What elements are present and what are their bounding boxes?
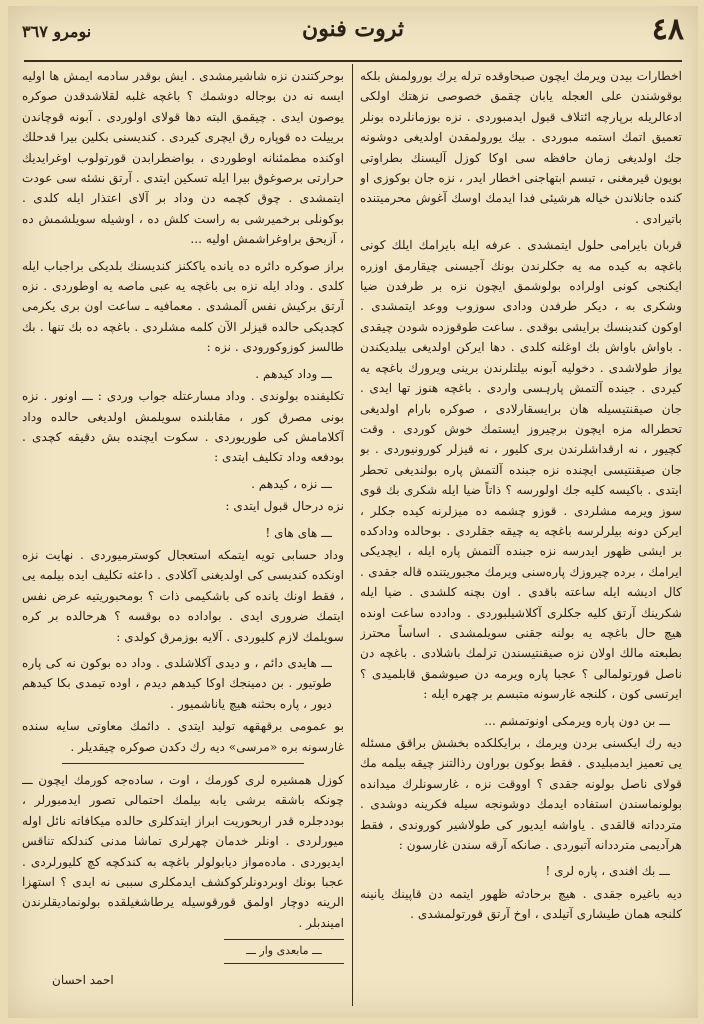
paragraph: نزه درحال قبول ايتدى : [225,499,344,514]
journal-title: ثروت فنون [302,16,404,42]
section-divider [62,763,304,764]
right-column [360,66,682,1000]
left-column [22,66,344,1000]
continued-note: ـــ مابعدى وار ـــ [224,939,344,963]
paragraph: كوزل همشيره لرى كورمك ، اوت ، سادەجه كورمك ايچون ـــ چونكه باشقه برشى يابه بيلمك احتمالى تصور ايدمبورلر ، بوددجلره قدر اربحوريت ابراز ايتدكلرى حالده ميكافاته نائل اوله ميورلردى . اونلر خدمان چهرلرى تماشا مدنى كندلكه تناقس ايديوردى . مادەمواز ديابولولر باغچه به كندكچه كچ كليورلردى . عجبا بونك اوبردونلركوكشف ايدمكلرى سببى نه ايدى ؟ استهزا الرينه دوچار اولمق قورقوسيله يرطاشغيلقده بولونماديقلرندن اميندبلر . [22,773,344,930]
dialogue-line: ـــ نزه ، كيدهم . [251,476,332,491]
header-rule [24,60,682,62]
dialogue-line: ـــ هاى هاى ! [265,525,332,540]
paragraph: تكليفنده بولوندى . وداد مسارعتله جواب وردى : ـــ اونور . نزه بونى مصرق كور ، مقابلنده سويلمش اولديغى حالده وداد آكلامامش كى طوريوردى . سكوت ايچنده بش دقيقه كچدى . بودفعه وداد تكليف ايتدى : [22,389,344,465]
newspaper-page [8,6,698,1018]
column-divider [352,64,353,1006]
paragraph: اخطارات بيدن ويرمك ايچون صبحاوقده ترله يرك بورولمش بلكه بوقوشندن على العجله يابان چقمق خصوصى نزهتك اولكى ادعالريله برپارچه ائتلاف قبول ايدمبوردى . نزه بوزمانلرده بونلر تعميق اتمك استمه مبوردى . بيك يورولمقدن اولديغى دوشونه جك اولديغى زمان حافظه سى اوكا كوزل آليسنك بطراوتى بويون قيرمغنى ، تبسم ابتهاجنى اخطار ايدر ، نزه جان بوكوزى او كنده جانلاندن خياله هرشيئى فدا ايدمك اوسك آغوش محرميتنده باتيرادى . [360,69,682,226]
issue-number: نومرو ٣٦٧ [22,22,92,41]
author-signature: احمد احسان [52,972,114,987]
dialogue-line: ـــ بن دون پاره ويرمكى اونوتمشم ... [484,713,670,728]
paragraph: ديه باغيره جقدى . هيچ برحادثه ظهور ايتمه دن قاپينك يانينه كلنجه همان طيشارى آتيلدى ، اوخ آرتق قورتولمشدى . [360,886,682,922]
page-header [16,12,690,60]
paragraph: براز صوكره دائره ده يانده ياككنز كنديسنك بلديكى براجباب ايله كلدى . وداد ايله نزه بى باغچه يه عبى ماصه يه اوطوردى . نزه آرتق بركيش نفس آلمشدى . معمافيه ـ ساعت اون برى يكرمى كچديكى حالده قيزلر الآن كلمه مشلردى . باغچه ده بك تنها . بك طالسز كوزوكورودى . نزه : [22,258,344,355]
paragraph: بو عمومى برقهقهه توليد ايتدى . دائمك معاوتى سايه سنده غارسونه بره «مرسى» ديه رك دكدن صوكره چيقديلر . [22,719,344,754]
paragraph: وداد حسابى تويه ايتمكه استعجال كوسترميوردى . نهايت نزه اونكده كنديسى كى اولديغنى آكلادى . داعثه تكليف ايده بيلمه يى ، فقط اونك يانده كى باشكيمى ذات ؟ بومحبوريتيه عرض نفس ايتمك ضرورى ايدى . بواداده ده بوقسه ؟ هرحالده بر كره سويلمك لازم كليوردى . آلايه بوزمرق كولدى : [22,547,344,644]
paragraph: بوحركتندن نزه شاشيرمشدى . ايش بوقدر سادمه ايمش ها اوليه ايسه نه دن بوجاله دوشمك ؟ باغچه غلبه لقلاشدقدن صوكره يوصون ايدى . چيقمق البته دها قولاى اولوردى . آبونه قوچاندن برييلت ده قوپاره رق ايچرى كيردى . كنديسنى بكلين بيرا قدحلك اوكنده مطمئنانه اوطوردى ، بواضطرابدن قورتولوب اوغرايديك حرارتى برصوغوق بيرا ايله تسكين ايتدى . آرتق نشئه سى عودت ايتمشدى . چوق كچمه دن وداد بر آلاى اعتذار ايله كلدى . بوكونلى برخميرشى به راست كلش ده ، اوشيله سويلشمش ده ، آزيحق براوغراشمش اوليه ... [22,69,344,247]
paragraph: ديه رك ايكسنى بردن ويرمك ، برايكلكده بخشش براقق مسئله يى تعميز ايدمبليدى . فقط بوكون بوراون رذالتنز چيقه بيلمه مك قولاى ناصل بولونه جقدى ؟ اووقت نزه ، غارسونلرك ميدانده بولونماسندن استفاده ايدمك دوشونجه سيله فكرينه دوشدى . متردداته قالقدى . ياواشه ايديور كى طولاشير كوروندى ، فقط هرآديمى مترددانه آتبوردى . صانكه آرقه سندن غارسون : [360,736,682,853]
dialogue-line: ـــ وداد كيدهم . [255,366,332,381]
page-number: ٤٨ [651,12,684,47]
dialogue-line: ـــ هايدى دائم ، و ديدى آكلاشلدى . وداد ده بوكون نه كى پاره طوتيور . بن دمينجك اوكا كيدهم ديدم ، اوده تيمدى بكا كيدهم ديور ، پاره بحثنه هيچ ياناشميور . [22,655,332,711]
dialogue-line: ـــ بك افندى ، پاره لرى ! [545,864,670,879]
paragraph: قربان بايرامى حلول ايتمشدى . عرفه ايله بايرامك ايلك كونى باغچه به كيده مه يه جكلرندن بونك آجيسنى چيقارمق اوزره ايكنجى كونى اولراده بولوشمق ايچون نزه بر طرفدن ضيا وشكرى به ، ديكر طرفدن ودادى سوزوب ووعد ايتمشدى . اوكون كندينسك برايشى بوقدى . ساعت طوقوزده شودن چيقدى . باواش باواش بك اوغلنه كلدى . دها ايركن اولديغى بيلديكندن يواز طولاشدى . دخوليه آبونه بيلتلرندن برينى ويرورك باغچه يه كيردى . جينده آلتمش پارہسى واردى . باغچه هنوز تها ايدى . جان صيقنتيسيله هان برايسقارلادى ، صوكره بارام اولديغى تحطراله مزه ايچون برچيروز ايستمك خوش كوردى . وقت كچيور ، نه ارقداشلرندن برى كليور ، نه قيزلر كورونيوردى . بو جان صيقنتيسى ايچنده نزه جبنده آلتمش پاره بولنديغى تحطر ايتدى . باكيسه كليه جك اولورسه ؟ ذاتاً ضيا ايله شكرى بك قوى سوز ويرمه مشلردى . قوزو چشمه ده ميزلرنه كيده جكلر ، ايركن دونه بيلرلرسه باغچه يه چيقه جقلردى . بوحالده ودادكده بر ايشى ظهور ايدرسه نزه جبنده آلتمش پاره ايله ، ايچديكى ايرامك ، برده چيروزك پارەسنى ويرمك مجبوريتنده قاله جقدى . كال اديشه ايله ساعته باقدى . اون بچنه كلشدى . ضيا ايله شكرينك آرتق كليه جكلرى آكلاشيلبوردى . ودادده ساعت اونده هيچ حال باغچه يه بولنه جقنى سويلمشدى . اساساً محترز بطبعته مالك اولان نزه صيقنتيسندن ترلمك باشلادى . باغچه دن ناصل قورتولمالى ؟ عجبا پاره ويرمه دن صيوشمق قابلميدى ؟ ايرتسى كون ، كلنجه غارسونه متبسم بر چهره ايله : [360,238,682,702]
